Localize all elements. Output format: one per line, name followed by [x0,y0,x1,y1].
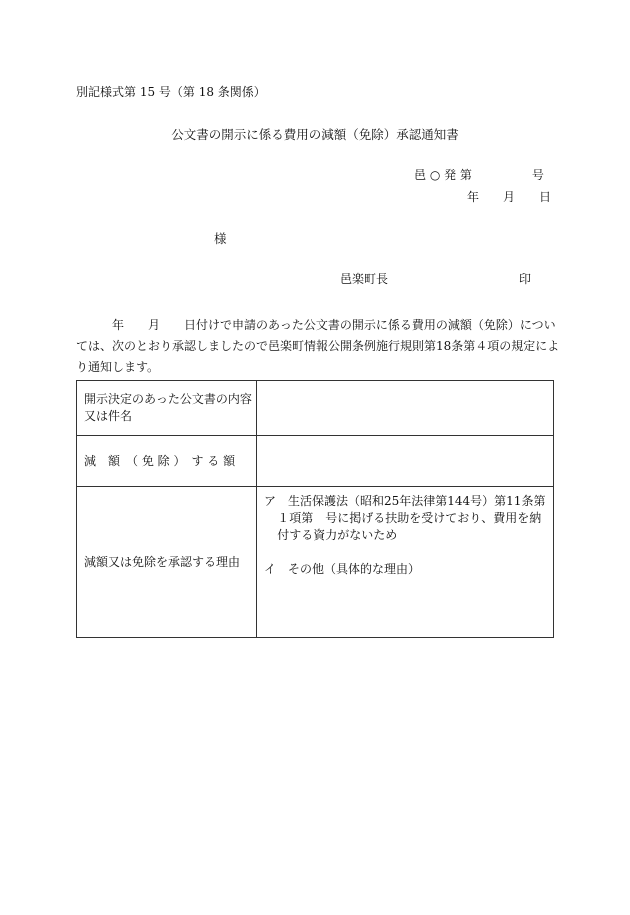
row-value-document-content[interactable] [257,381,554,436]
form-number: 別記様式第 15 号（第 18 条関係） [76,85,266,99]
table-row [77,487,554,638]
addressee: 様 [214,231,227,246]
issuer-name: 邑楽町長 [340,272,389,286]
row-value-reduction-amount[interactable] [257,436,554,487]
table-row [77,381,554,436]
row-label-approval-reason: 減額又は免除を承認する理由 [77,487,257,638]
document-number: 邑 ○ 発 第 号 [414,168,544,182]
table-row [77,436,554,487]
reason-option-a: ア 生活保護法（昭和25年法律第144号）第11条第１項第 号に掲げる扶助を受けており、費用を納付する資力がないため [264,494,546,542]
row-value-approval-reason[interactable] [257,487,554,638]
form-table [76,380,554,638]
body-text: 年 月 日付けで申請のあった公文書の開示に係る費用の減額（免除）については、次のとおり承認しましたので邑楽町情報公開条例施行規則第18条第４項の規定により通知します。 [76,318,560,374]
document-title: 公文書の開示に係る費用の減額（免除）承認通知書 [171,127,459,142]
row-label-reduction-amount: 減 額 （ 免 除 ） す る 額 [77,436,257,487]
reason-option-i: イ その他（具体的な理由） [264,562,421,576]
document-date: 年 月 日 [467,190,552,204]
seal-mark: 印 [519,272,532,286]
row-label-document-content: 開示決定のあった公文書の内容又は件名 [77,381,257,436]
